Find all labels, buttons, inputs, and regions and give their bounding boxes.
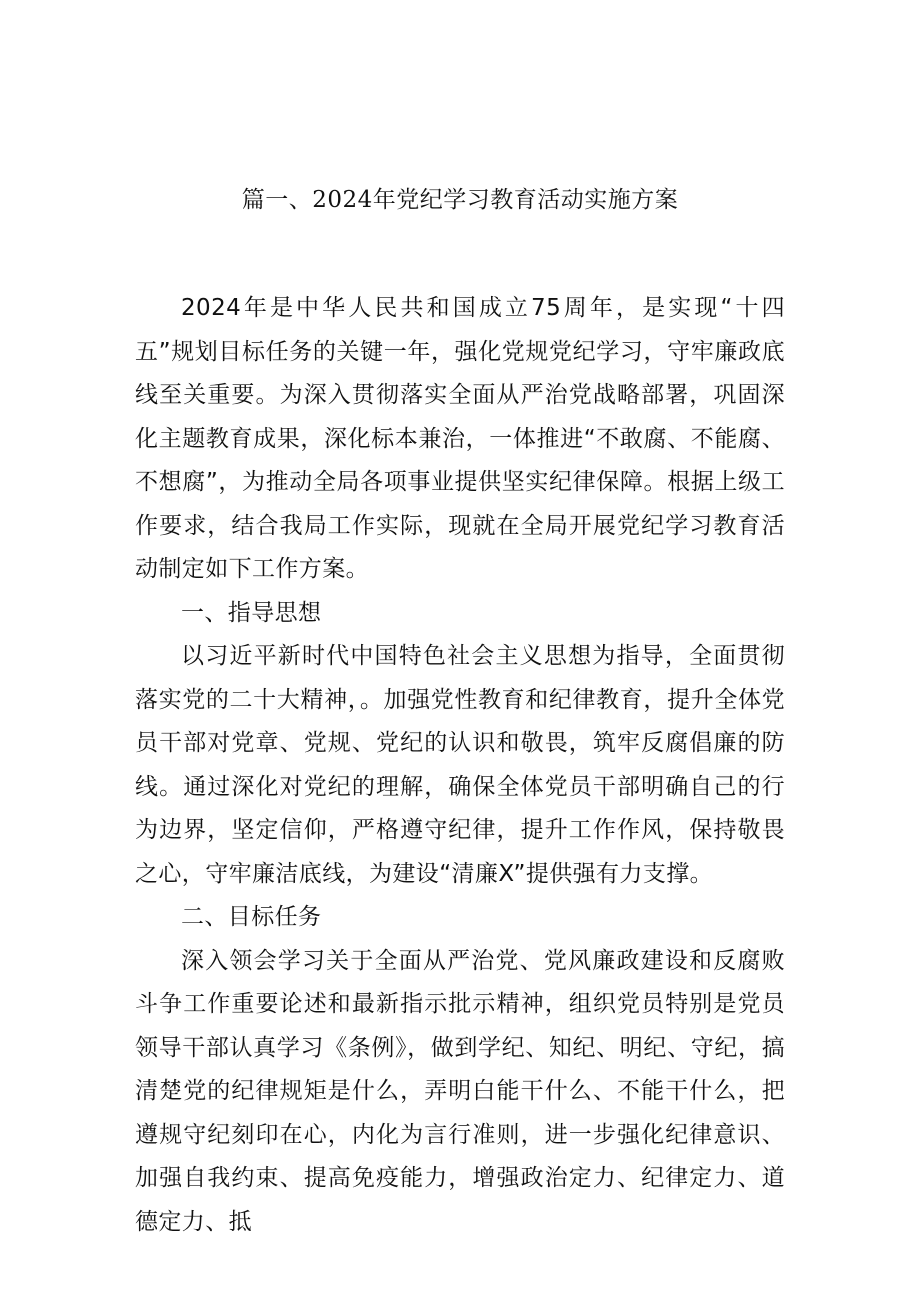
section-heading-objectives: 二、目标任务 [181,904,322,930]
guiding-ideology-paragraph: 以习近平新时代中国特色社会主义思想为指导，全面贯彻落实党的二十大精神，。加强党性教育和纪律教育，提升全体党员干部对党章、党规、党纪的认识和敬畏，筑牢反腐倡廉的防线。通过深化对党纪的理解，确保全体党员干部明确自己的行为边界，坚定信仰，严格遵守纪律，提升工作作风，保持敬畏之心，守牢廉洁底线，为建设“清廉X”提供强有力支撑。 [135,643,785,887]
section-heading-guiding-ideology: 一、指导思想 [181,599,322,626]
intro-paragraph: 2024年是中华人民共和国成立75周年，是实现“十四五”规划目标任务的关键一年，强化党规党纪学习，守牢廉政底线至关重要。为深入贯彻落实全面从严治党战略部署，巩固深化主题教育成果，深化标本兼治，一体推进“不敢腐、不能腐、不想腐”，为推动全局各项事业提供坚实纪律保障。根据上级工作要求，结合我局工作实际，现就在全局开展党纪学习教育活动制定如下工作方案。 [135,295,785,582]
document-title: 篇一、2024年党纪学习教育活动实施方案 [241,187,679,213]
objectives-paragraph: 深入领会学习关于全面从严治党、党风廉政建设和反腐败斗争工作重要论述和最新指示批示精神，组织党员特别是党员领导干部认真学习《条例》，做到学纪、知纪、明纪、守纪，搞清楚党的纪律规矩是什么，弄明白能干什么、不能干什么，把遵规守纪刻印在心，内化为言行准则，进一步强化纪律意识、加强自我约束、提高免疫能力，增强政治定力、纪律定力、道德定力、抵 [135,947,785,1235]
document-body [135,287,785,1244]
